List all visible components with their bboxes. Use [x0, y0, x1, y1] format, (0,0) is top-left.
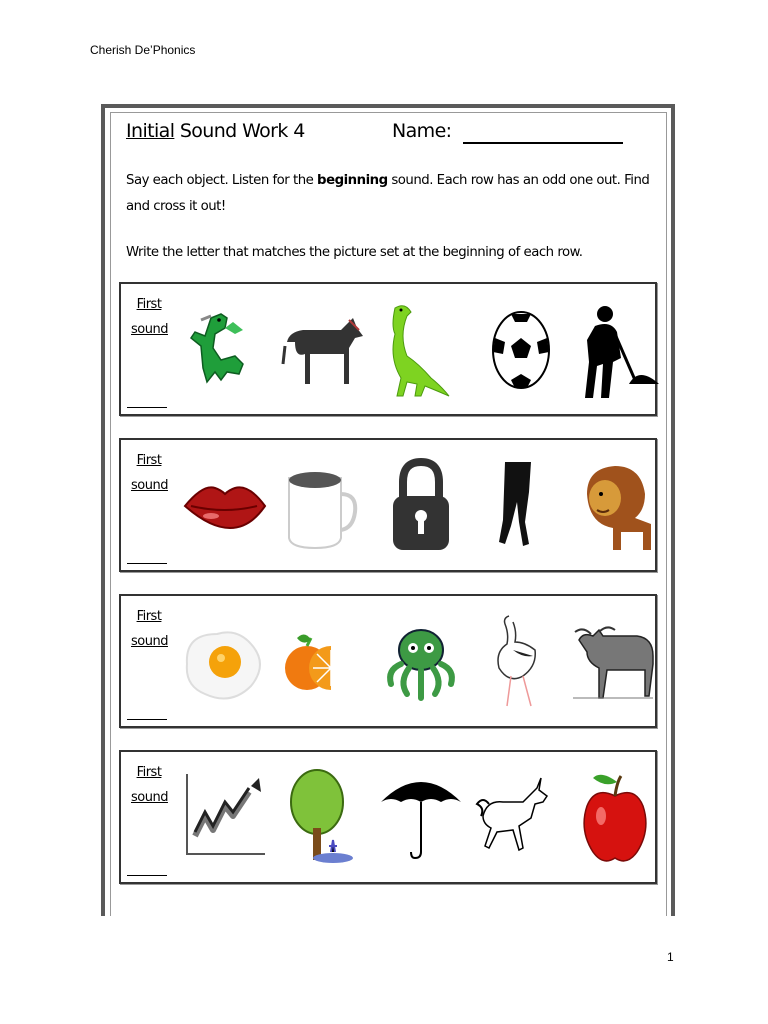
donkey-icon[interactable]	[281, 298, 367, 398]
football-icon[interactable]	[481, 298, 567, 398]
first-sound-label: First sound	[131, 297, 168, 337]
first-sound-label: First sound	[131, 609, 168, 649]
picture-row-4	[119, 750, 657, 884]
picture-row-2	[119, 438, 657, 572]
answer-blank-line[interactable]	[127, 407, 167, 408]
picture-row-1	[119, 282, 657, 416]
octopus-icon[interactable]	[379, 610, 465, 710]
instruction-2: Write the letter that matches the picture set at the beginning of each row.	[126, 245, 583, 260]
page-number: 1	[667, 950, 674, 964]
answer-blank-line[interactable]	[127, 719, 167, 720]
instruction-1: Say each object. Listen for the beginning sound. Each row has an odd one out. Find and cross it out!	[126, 173, 650, 214]
digging-man-icon[interactable]	[575, 298, 661, 398]
document-header: Cherish De’Phonics	[90, 43, 196, 57]
apple-icon[interactable]	[575, 766, 661, 866]
legs-icon[interactable]	[479, 454, 565, 554]
title-row	[126, 120, 626, 150]
lion-icon[interactable]	[577, 454, 663, 554]
lock-icon[interactable]	[379, 454, 465, 554]
worksheet-title: Initial Sound Work 4	[126, 120, 305, 142]
first-sound-label: First sound	[131, 453, 168, 493]
mug-icon[interactable]	[279, 454, 365, 554]
answer-blank-line[interactable]	[127, 563, 167, 564]
unicorn-icon[interactable]	[475, 766, 561, 866]
egg-icon[interactable]	[181, 610, 267, 710]
name-blank-line[interactable]	[463, 142, 623, 144]
dragon-icon[interactable]	[181, 298, 267, 398]
ostrich-icon[interactable]	[477, 610, 563, 710]
name-label: Name:	[392, 120, 452, 142]
tree-icon[interactable]	[281, 766, 367, 866]
up-graph-icon[interactable]	[181, 766, 267, 866]
first-sound-label: First sound	[131, 765, 168, 805]
ox-icon[interactable]	[573, 610, 659, 710]
picture-row-3	[119, 594, 657, 728]
orange-icon[interactable]	[279, 610, 365, 710]
umbrella-icon[interactable]	[379, 766, 465, 866]
dinosaur-icon[interactable]	[379, 298, 465, 398]
lips-icon[interactable]	[181, 454, 267, 554]
answer-blank-line[interactable]	[127, 875, 167, 876]
